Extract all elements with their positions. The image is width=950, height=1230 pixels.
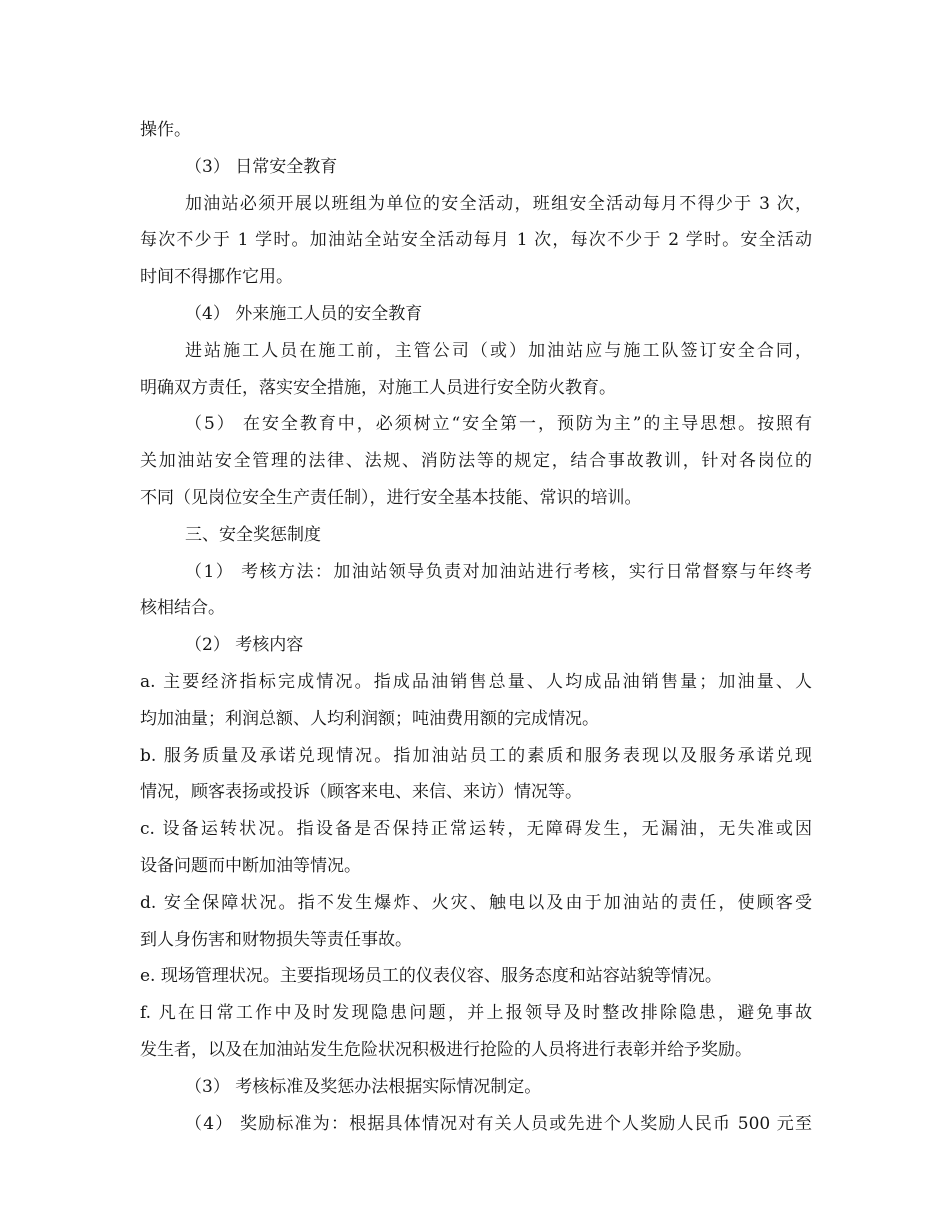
list-item: c. 设备运转状况。指设备是否保持正常运转，无障碍发生，无漏油，无失准或因	[140, 819, 812, 840]
list-item-continuation: 设备问题而中断加油等情况。	[140, 855, 361, 876]
body-line: 时间不得挪作它用。	[140, 267, 293, 288]
document-body	[140, 112, 812, 1142]
list-item: e. 现场管理状况。主要指现场员工的仪表仪容、服务态度和站容站貌等情况。	[140, 966, 722, 987]
body-line: 操作。	[140, 120, 191, 140]
list-item: b. 服务质量及承诺兑现情况。指加油站员工的素质和服务表现以及服务承诺兑现	[140, 745, 812, 766]
chapter-heading: 三、安全奖惩制度	[185, 524, 321, 545]
section-heading: （4） 外来施工人员的安全教育	[185, 303, 423, 324]
body-line: 加油站必须开展以班组为单位的安全活动，班组安全活动每月不得少于 3 次，	[185, 193, 812, 214]
body-line: 每次不少于 1 学时。加油站全站安全活动每月 1 次，每次不少于 2 学时。安全活动	[140, 230, 812, 251]
section-heading: （3） 考核标准及奖惩办法根据实际情况制定。	[185, 1076, 542, 1097]
body-line: 进站施工人员在施工前，主管公司（或）加油站应与施工队签订安全合同，	[185, 340, 812, 361]
list-item-continuation: 发生者，以及在加油站发生危险状况积极进行抢险的人员将进行表彰并给予奖励。	[140, 1039, 752, 1060]
section-heading: （3） 日常安全教育	[185, 156, 338, 177]
body-line: 不同（见岗位安全生产责任制），进行安全基本技能、常识的培训。	[140, 487, 642, 508]
list-item-continuation: 到人身伤害和财物损失等责任事故。	[140, 929, 412, 950]
body-line: （1） 考核方法：加油站领导负责对加油站进行考核，实行日常督察与年终考	[185, 561, 812, 582]
list-item-continuation: 均加油量；利润总额、人均利润额；吨油费用额的完成情况。	[140, 708, 599, 729]
body-line: （4） 奖励标准为：根据具体情况对有关人员或先进个人奖励人民币 500 元至	[185, 1113, 812, 1134]
body-line: 关加油站安全管理的法律、法规、消防法等的规定，结合事故教训，针对各岗位的	[140, 451, 812, 472]
body-line: 核相结合。	[140, 598, 225, 619]
list-item-continuation: 情况，顾客表扬或投诉（顾客来电、来信、来访）情况等。	[140, 782, 582, 803]
list-item: f. 凡在日常工作中及时发现隐患问题，并上报领导及时整改排除隐患，避免事故	[140, 1003, 812, 1024]
body-line: 明确双方责任，落实安全措施，对施工人员进行安全防火教育。	[140, 377, 616, 398]
section-heading: （2） 考核内容	[185, 635, 304, 656]
list-item: d. 安全保障状况。指不发生爆炸、火灾、触电以及由于加油站的责任，使顾客受	[140, 892, 812, 913]
body-line: （5） 在安全教育中，必须树立“安全第一，预防为主”的主导思想。按照有	[185, 414, 812, 435]
list-item: a. 主要经济指标完成情况。指成品油销售总量、人均成品油销售量；加油量、人	[140, 671, 812, 692]
